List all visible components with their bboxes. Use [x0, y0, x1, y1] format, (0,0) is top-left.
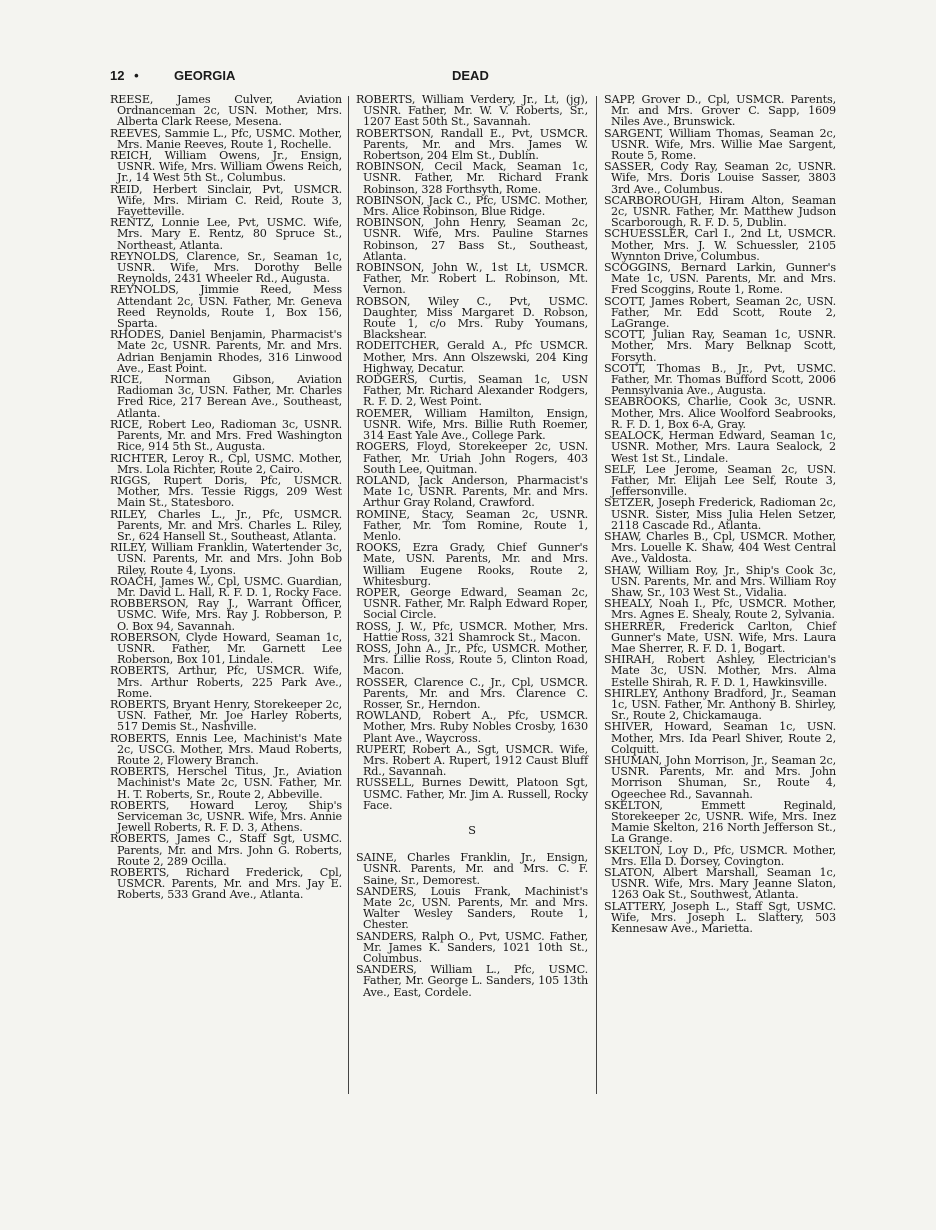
column-divider — [596, 96, 597, 1094]
casualty-entry: SCHUESSLER, Carl I., 2nd Lt, USMCR. Mother, Mrs. J. W. Schuessler, 2105 Wynnton Drive, Columbus. — [604, 227, 836, 263]
column-middle-entries — [356, 94, 588, 811]
casualty-entry: SCOTT, Julian Ray, Seaman 1c, USNR. Mother, Mrs. Mary Belknap Scott, Forsyth. — [604, 328, 836, 364]
column-right — [604, 94, 836, 934]
casualty-entry: SHAW, William Roy, Jr., Ship's Cook 3c, USN. Parents, Mr. and Mrs. William Roy Shaw, Sr., 103 West St., Vidalia. — [604, 563, 836, 599]
casualty-entry: RODGERS, Curtis, Seaman 1c, USN Father, Mr. Richard Alexander Rodgers, R. F. D. 2, West Point. — [356, 373, 588, 409]
casualty-entry: SASSER, Cody Ray, Seaman 2c, USNR. Wife, Mrs. Doris Louise Sasser, 3803 3rd Ave., Columbus. — [604, 160, 836, 196]
casualty-entry: ROBERTS, James C., Staff Sgt, USMC. Parents, Mr. and Mrs. John G. Roberts, Route 2, 289 Ocilla. — [110, 832, 342, 868]
casualty-entry: ROSSER, Clarence C., Jr., Cpl, USMCR. Parents, Mr. and Mrs. Clarence C. Rosser, Sr., Herndon. — [356, 675, 588, 711]
page-number-text: 12 — [110, 68, 125, 83]
casualty-entry: RUSSELL, Burnes Dewitt, Platoon Sgt, USMC. Father, Mr. Jim A. Russell, Rocky Face. — [356, 776, 588, 812]
casualty-entry: SKELTON, Loy D., Pfc, USMCR. Mother, Mrs. Ella D. Dorsey, Covington. — [604, 843, 836, 868]
casualty-entry: ROBERTS, Arthur, Pfc, USMCR. Wife, Mrs. Arthur Roberts, 225 Park Ave., Rome. — [110, 664, 342, 700]
casualty-entry: ROBINSON, John Henry, Seaman 2c, USNR. Wife, Mrs. Pauline Starnes Robinson, 27 Bass St., Southeast, Atlanta. — [356, 216, 588, 263]
casualty-entry: ROSS, J. W., Pfc, USMCR. Mother, Mrs. Hattie Ross, 321 Shamrock St., Macon. — [356, 619, 588, 644]
casualty-entry: SKELTON, Emmett Reginald, Storekeeper 2c, USNR. Wife, Mrs. Inez Mamie Skelton, 216 North Jefferson St., La Grange. — [604, 798, 836, 846]
casualty-entry: ROBERTSON, Randall E., Pvt, USMCR. Parents, Mr. and Mrs. James W. Robertson, 204 Elm St., Dublin. — [356, 126, 588, 163]
casualty-entry: ROACH, James W., Cpl, USMC. Guardian, Mr. David L. Hall, R. F. D. 1, Rocky Face. — [110, 574, 342, 599]
casualty-entry: REID, Herbert Sinclair, Pvt, USMCR. Wife, Mrs. Miriam C. Reid, Route 3, Fayetteville. — [110, 182, 342, 219]
casualty-entry: ROBINSON, Cecil Mack, Seaman 1c, USNR. Father, Mr. Richard Frank Robinson, 328 Forthsyth, Rome. — [356, 160, 588, 196]
casualty-entry: ROPER, George Edward, Seaman 2c, USNR. Father, Mr. Ralph Edward Roper, Social Circle. — [356, 585, 588, 622]
casualty-entry: SAINE, Charles Franklin, Jr., Ensign, USNR. Parents, Mr. and Mrs. C. F. Saine, Sr., Demorest. — [356, 851, 588, 887]
casualty-entry: SARGENT, William Thomas, Seaman 2c, USNR. Wife, Mrs. Willie Mae Sargent, Route 5, Rome. — [604, 126, 836, 163]
casualty-entry: SHEALY, Noah I., Pfc, USMCR. Mother, Mrs. Agnes E. Shealy, Route 2, Sylvania. — [604, 597, 836, 622]
column-middle-s-entries — [356, 852, 588, 998]
casualty-entry: SCARBOROUGH, Hiram Alton, Seaman 2c, USNR. Father, Mr. Matthew Judson Scarborough, R. F. D. 5, Dublin. — [604, 193, 836, 230]
casualty-entry: REEVES, Sammie L., Pfc, USMC. Mother, Mrs. Manie Reeves, Route 1, Rochelle. — [110, 126, 342, 151]
section-title: DEAD — [452, 68, 489, 83]
casualty-entry: RIGGS, Rupert Doris, Pfc, USMCR. Mother, Mrs. Tessie Riggs, 209 West Main St., Statesboro. — [110, 473, 342, 510]
casualty-entry: SEABROOKS, Charlie, Cook 3c, USNR. Mother, Mrs. Alice Woolford Seabrooks, R. F. D. 1, Box 6-A, Gray. — [604, 395, 836, 431]
casualty-entry: SANDERS, William L., Pfc, USMC. Father, Mr. George L. Sanders, 105 13th Ave., East, Cordele. — [356, 963, 588, 999]
casualty-entry: RUPERT, Robert A., Sgt, USMCR. Wife, Mrs. Robert A. Rupert, 1912 Caust Bluff Rd., Savannah. — [356, 742, 588, 779]
section-letter-heading: S — [468, 823, 476, 837]
column-middle — [356, 94, 588, 998]
casualty-entry: ROBINSON, John W., 1st Lt, USMCR. Father, Mr. Robert L. Robinson, Mt. Vernon. — [356, 261, 588, 297]
casualty-entry: SHERRER, Frederick Carlton, Chief Gunner's Mate, USN. Wife, Mrs. Laura Mae Sherrer, R. F. D. 1, Bogart. — [604, 619, 836, 655]
casualty-entry: ROBERTS, Herschel Titus, Jr., Aviation Machinist's Mate 2c, USN. Father, Mr. H. T. Roberts, Sr., Route 2, Abbeville. — [110, 765, 342, 801]
casualty-entry: SANDERS, Louis Frank, Machinist's Mate 2c, USN. Parents, Mr. and Mrs. Walter Wesley Sanders, Route 1, Chester. — [356, 884, 588, 932]
casualty-entry: ROEMER, William Hamilton, Ensign, USNR. Wife, Mrs. Billie Ruth Roemer, 314 East Yale Ave., College Park. — [356, 406, 588, 443]
casualty-entry: SANDERS, Ralph O., Pvt, USMC. Father, Mr. James K. Sanders, 1021 10th St., Columbus. — [356, 929, 588, 966]
casualty-entry: SHIVER, Howard, Seaman 1c, USN. Mother, Mrs. Ida Pearl Shiver, Route 2, Colquitt. — [604, 720, 836, 756]
casualty-entry: REICH, William Owens, Jr., Ensign, USNR. Wife, Mrs. William Owens Reich, Jr., 14 West 5th St., Columbus. — [110, 149, 342, 185]
casualty-entry: SLATON, Albert Marshall, Seaman 1c, USNR. Wife, Mrs. Mary Jeanne Slaton, 1263 Oak St., Southwest, Atlanta. — [604, 866, 836, 902]
casualty-entry: SCOGGINS, Bernard Larkin, Gunner's Mate 1c, USN. Parents, Mr. and Mrs. Fred Scoggins, Route 1, Rome. — [604, 261, 836, 297]
casualty-entry: ROMINE, Stacy, Seaman 2c, USNR. Father, Mr. Tom Romine, Route 1, Menlo. — [356, 507, 588, 543]
casualty-entry: RICE, Norman Gibson, Aviation Radioman 3c, USN. Father, Mr. Charles Fred Rice, 217 Berean Ave., Southeast, Atlanta. — [110, 373, 342, 420]
casualty-entry: SHIRLEY, Anthony Bradford, Jr., Seaman 1c, USN. Father, Mr. Anthony B. Shirley, Sr., Route 2, Chickamauga. — [604, 686, 836, 723]
casualty-entry: ROBERTS, Bryant Henry, Storekeeper 2c, USN. Father, Mr. Joe Harley Roberts, 517 Demis St., Nashville. — [110, 697, 342, 734]
page-header — [108, 68, 838, 88]
state-name: GEORGIA — [174, 68, 236, 83]
casualty-entry: RODEITCHER, Gerald A., Pfc USMCR. Mother, Mrs. Ann Olszewski, 204 King Highway, Decatur. — [356, 339, 588, 375]
casualty-entry: RILEY, William Franklin, Watertender 3c, USN. Parents, Mr. and Mrs. John Bob Riley, Route 4, Lyons. — [110, 541, 342, 577]
casualty-entry: SHAW, Charles B., Cpl, USMCR. Mother, Mrs. Louelle K. Shaw, 404 West Central Ave., Valdosta. — [604, 529, 836, 566]
casualty-entry: ROSS, John A., Jr., Pfc, USMCR. Mother, Mrs. Lillie Ross, Route 5, Clinton Road, Macon. — [356, 641, 588, 678]
casualty-entry: REYNOLDS, Jimmie Reed, Mess Attendant 2c, USN. Father, Mr. Geneva Reed Reynolds, Route 1, Box 156, Sparta. — [110, 283, 342, 331]
casualty-entry: RICHTER, Leroy R., Cpl, USMC. Mother, Mrs. Lola Richter, Route 2, Cairo. — [110, 451, 342, 476]
casualty-entry: REYNOLDS, Clarence, Sr., Seaman 1c, USNR. Wife, Mrs. Dorothy Belle Reynolds, 2431 Wheeler Rd., Augusta. — [110, 249, 342, 286]
casualty-entry: SCOTT, James Robert, Seaman 2c, USN. Father, Mr. Edd Scott, Route 2, LaGrange. — [604, 294, 836, 331]
casualty-entry: ROOKS, Ezra Grady, Chief Gunner's Mate, USN. Parents, Mr. and Mrs. William Eugene Rooks, Route 2, Whitesburg. — [356, 541, 588, 588]
casualty-entry: SEALOCK, Herman Edward, Seaman 1c, USNR. Mother, Mrs. Laura Sealock, 2 West 1st St., Lindale. — [604, 429, 836, 465]
casualty-entry: ROBINSON, Jack C., Pfc, USMC. Mother, Mrs. Alice Robinson, Blue Ridge. — [356, 193, 588, 219]
casualty-entry: RHODES, Daniel Benjamin, Pharmacist's Mate 2c, USNR. Parents, Mr. and Mrs. Adrian Benjamin Rhodes, 316 Linwood Ave., East Point. — [110, 328, 342, 375]
casualty-entry: ROBBERSON, Ray J., Warrant Officer, USMC. Wife, Mrs. Ray J. Robberson, P. O. Box 94, Savannah. — [110, 597, 342, 633]
casualty-entry: RICE, Robert Leo, Radioman 3c, USNR. Parents, Mr. and Mrs. Fred Washington Rice, 914 5th St., Augusta. — [110, 417, 342, 454]
column-divider — [348, 96, 349, 1094]
casualty-entry: ROBERTS, William Verdery, Jr., Lt, (jg), USNR. Father, Mr. W. V. Roberts, Sr., 1207 East 50th St., Savannah. — [356, 93, 588, 129]
casualty-entry: ROBSON, Wiley C., Pvt, USMC. Daughter, Miss Margaret D. Robson, Route 1, c/o Mrs. Ruby Youmans, Blackshear. — [356, 294, 588, 342]
casualty-entry: SLATTERY, Joseph L., Staff Sgt, USMC. Wife, Mrs. Joseph L. Slattery, 503 Kennesaw Ave., Marietta. — [604, 899, 836, 936]
casualty-entry: RILEY, Charles L., Jr., Pfc, USMCR. Parents, Mr. and Mrs. Charles L. Riley, Sr., 624 Hansell St., Southeast, Atlanta. — [110, 507, 342, 543]
casualty-entry: ROBERTS, Ennis Lee, Machinist's Mate 2c, USCG. Mother, Mrs. Maud Roberts, Route 2, Flowery Branch. — [110, 731, 342, 767]
casualty-entry: SHIRAH, Robert Ashley, Electrician's Mate 3c, USN. Mother, Mrs. Alma Estelle Shirah, R. F. D. 1, Hawkinsville. — [604, 653, 836, 689]
column-left — [110, 94, 342, 901]
casualty-entry: RENTZ, Lonnie Lee, Pvt, USMC. Wife, Mrs. Mary E. Rentz, 80 Spruce St., Northeast, Atlanta. — [110, 216, 342, 252]
casualty-entry: ROGERS, Floyd, Storekeeper 2c, USN. Father, Mr. Uriah John Rogers, 403 South Lee, Quitman. — [356, 440, 588, 476]
casualty-entry: SHUMAN, John Morrison, Jr., Seaman 2c, USNR. Parents, Mr. and Mrs. John Morrison Shuman, Sr., Route 4, Ogeechee Rd., Savannah. — [604, 753, 836, 801]
casualty-entry: ROWLAND, Robert A., Pfc, USMCR. Mother, Mrs. Ruby Nobles Crosby, 1630 Plant Ave., Waycross. — [356, 709, 588, 745]
casualty-entry: SELF, Lee Jerome, Seaman 2c, USN. Father, Mr. Elijah Lee Self, Route 3, Jeffersonville. — [604, 462, 836, 499]
casualty-entry: SCOTT, Thomas B., Jr., Pvt, USMC. Father, Mr. Thomas Bufford Scott, 2006 Pennsylvania Ave., Augusta. — [604, 361, 836, 398]
casualty-entry: ROBERSON, Clyde Howard, Seaman 1c, USNR. Father, Mr. Garnett Lee Roberson, Box 101, Lindale. — [110, 630, 342, 667]
casualty-entry: SETZER, Joseph Frederick, Radioman 2c, USNR. Sister, Miss Julia Helen Setzer, 2118 Cascade Rd., Atlanta. — [604, 496, 836, 532]
page-number — [110, 68, 139, 83]
bullet-separator: • — [134, 68, 139, 83]
casualty-entry: REESE, James Culver, Aviation Ordnanceman 2c, USN. Mother, Mrs. Alberta Clark Reese, Mesena. — [110, 93, 342, 129]
casualty-entry: ROLAND, Jack Anderson, Pharmacist's Mate 1c, USNR. Parents, Mr. and Mrs. Arthur Gray Roland, Crawford. — [356, 473, 588, 510]
casualty-entry: ROBERTS, Howard Leroy, Ship's Serviceman 3c, USNR. Wife, Mrs. Annie Jewell Roberts, R. F. D. 3, Athens. — [110, 798, 342, 835]
casualty-entry: ROBERTS, Richard Frederick, Cpl, USMCR. Parents, Mr. and Mrs. Jay E. Roberts, 533 Grand Ave., Atlanta. — [110, 866, 342, 902]
casualty-entry: SAPP, Grover D., Cpl, USMCR. Parents, Mr. and Mrs. Grover C. Sapp, 1609 Niles Ave., Brunswick. — [604, 93, 836, 129]
